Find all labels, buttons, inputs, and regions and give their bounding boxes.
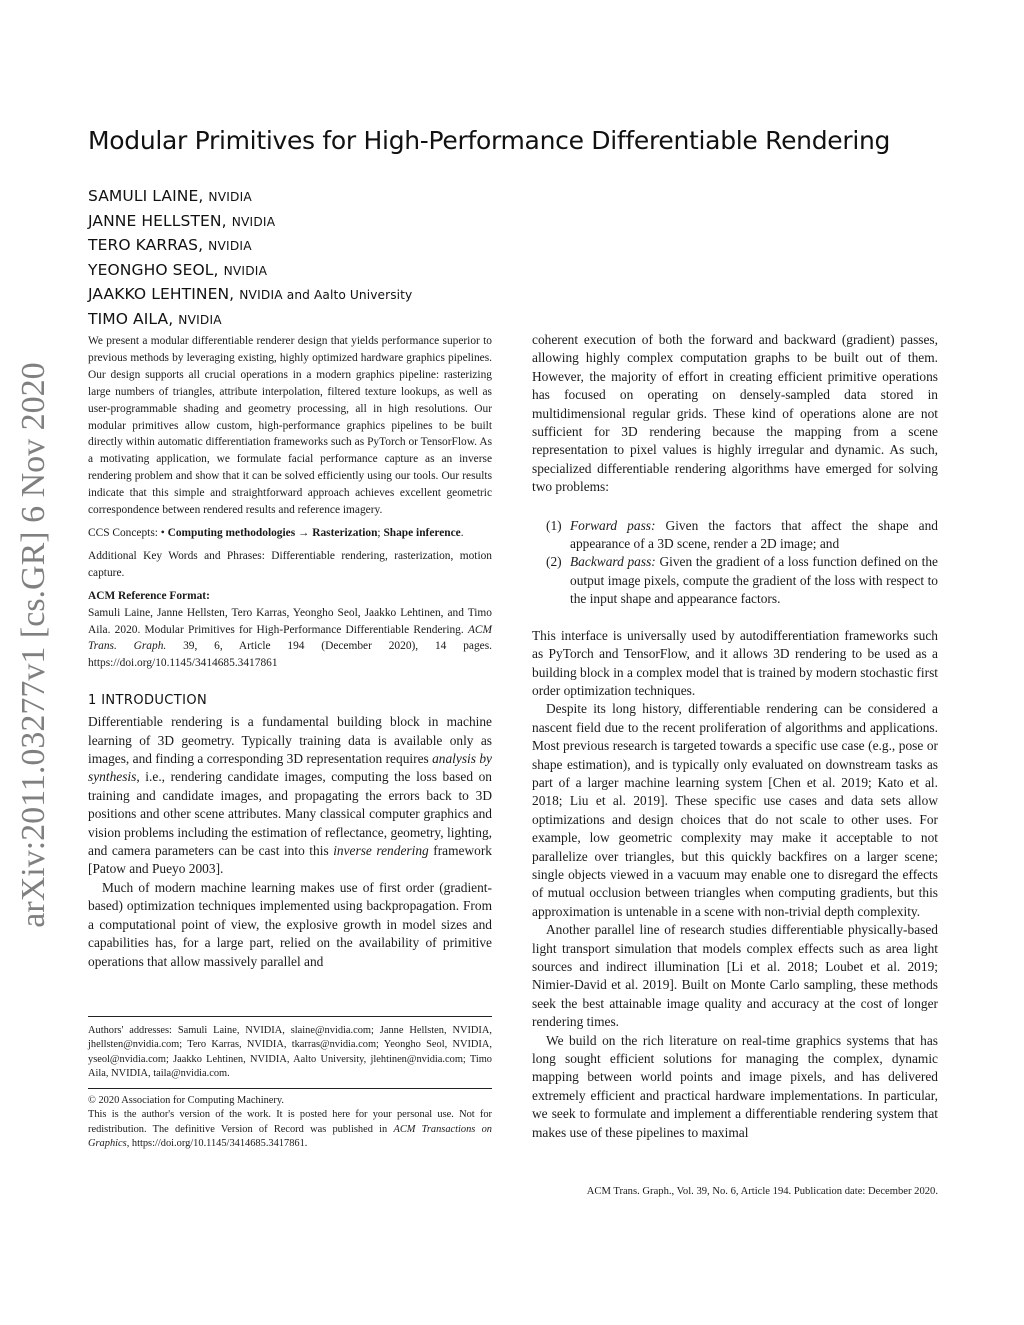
intro-text: framework [Patow and Pueyo 2003]. [88,843,492,877]
arxiv-identifier: arXiv:2011.03277v1 [cs.GR] 6 Nov 2020 [15,362,52,928]
version-text: , https://doi.org/10.1145/3414685.3417861. [126,1138,308,1150]
author-affiliation: NVIDIA [223,263,268,278]
author-entry [88,308,508,333]
page-footer: ACM Trans. Graph., Vol. 39, No. 6, Article 194. Publication date: December 2020. [586,1186,938,1197]
ccs-concept: Computing methodologies [167,526,296,539]
footnote-copyright-block [88,1094,492,1152]
author-name: JAAKKO LEHTINEN, [88,285,235,304]
list-number: (2) [546,554,562,570]
ccs-label: CCS Concepts: • [88,526,168,539]
author-entry [88,234,508,259]
author-name: YEONGHO SEOL, [88,260,219,279]
author-affiliation: NVIDIA [208,190,252,204]
ccs-concept: Shape inference [383,526,461,539]
abstract: We present a modular differentiable renderer design that yields performance superior to previous methods by leveraging existing, highly optimized hardware graphics pipelines. Our design supports all crucial operations in a modern graphics pipeline: rasterizing large numbers of triangles, attribute interpolation, filtered texture lookups, as well as user-programmable shading and geometry processing, all in high resolutions. Our modular primitives allow custom, high-performance graphics pipelines to be built directly within automatic differentiation frameworks such as PyTorch or TensorFlow. As a motivating application, we formulate facial performance capture as an inverse rendering problem and show that it can be solved efficiently using our tools. Our results indicate that this simple and straightforward approach achieves excellent geometric correspondence between rendered results and reference imagery. [88,335,492,517]
list-item [532,517,938,554]
list-item [532,553,938,608]
author-affiliation: NVIDIA [231,214,276,229]
intro-paragraph [88,713,492,879]
footnote-rule [88,1088,492,1089]
version-journal: ACM Transactions on Graphics [88,1123,492,1150]
author-name: TERO KARRAS, [88,236,204,255]
author-name: SAMULI LAINE, [88,187,204,205]
version-notice [88,1108,492,1151]
author-extra-affiliation: and Aalto University [282,288,413,303]
acm-reference-text: 39, 6, Article 194 (December 2020), 14 pages. https://doi.org/10.1145/3414685.3417861 [88,640,492,670]
ccs-end: . [460,526,464,539]
list-label: Forward pass: [570,517,656,533]
body-paragraph: We build on the rich literature on real-time graphics systems that has long sought efficient solutions for managing the complex, dynamic mapping between world points and image pixels, and has delivered extremely efficient and practical hardware implementations. In particular, we seek to formulate and implement a differentiable rendering system that makes use of these pipelines to maximal [532,1032,938,1140]
intro-text: , i.e., rendering candidate images, computing the loss based on training and candidate images, and propagating the errors back to 3D positions and other scene attributes. Many classical computer graphics and vision problems including the estimation of reflectance, geometry, lighting, and camera parameters can be cast into this [88,769,492,859]
ccs-concept: Rasterization [312,526,378,539]
acm-reference-text: Samuli Laine, Janne Hellsten, Tero Karras, Yeongho Seol, Jaakko Lehtinen, and Timo Aila. 2020. Modular Primitives for High-Performance Differentiable Rendering. [88,606,492,636]
intro-emphasis: analysis by synthesis [88,751,492,785]
ccs-arrow: → [295,526,313,539]
body-paragraph: Despite its long history, differentiable rendering can be considered a nascent field due to the recent proliferation of algorithms and applications. Most previous research is targeted towards a specific use case (e.g., pose or shape estimation), and is typically only evaluated on downstream tasks as part of a larger machine learning system [Chen et al. 2019; Kato et al. 2018; Liu et al. 2019]. These specific use cases and data sets allow optimizations and design choices that do not scale to other uses. For example, low geometric complexity may make it acceptable to not parallelize over triangles, but this quickly backfires on a larger scene; single objects viewed in a vacuum may enable one to disregard the effects of mutual occlusion between triangles when computing gradients, but this approximation is untenable in a scene with non-trivial depth complexity. [532,701,938,919]
footnote-addresses: Authors' addresses: Samuli Laine, NVIDIA, slaine@nvidia.com; Janne Hellsten, NVIDIA, jhellsten@nvidia.com; Tero Karras, NVIDIA, tkarras@nvidia.com; Yeongho Seol, NVIDIA, yseol@nvidia.com; Jaakko Lehtinen, NVIDIA, Aalto University, jlehtinen@nvidia.com; Timo Aila, NVIDIA, taila@nvidia.com. [88,1025,492,1080]
body-paragraph: This interface is universally used by autodifferentiation frameworks such as PyTorch and TensorFlow, and it allows 3D rendering to be used as a building block in a complex model that is trained by modern stochastic first order optimization techniques. [532,627,938,698]
ccs-concepts [88,525,492,542]
acm-reference-journal: ACM Trans. Graph. [88,623,492,653]
author-entry [88,185,508,210]
paper-title: Modular Primitives for High-Performance Differentiable Rendering [88,126,891,155]
body-paragraph: coherent execution of both the forward and backward (gradient) passes, allowing highly complex computation graphs to be built out of them. However, the majority of effort in creating efficient primitive operations has focused on operating on densely-sampled data stored in multidimensional regular grids. These kind of operations alone are not sufficient for 3D rendering because the mapping from a scene representation to pixel values is highly irregular and dynamic. As such, specialized differentiable rendering algorithms have emerged for solving two problems: [532,332,938,495]
author-entry [88,259,508,284]
author-name: JANNE HELLSTEN, [88,211,227,230]
intro-emphasis: inverse rendering [333,843,429,859]
left-column [88,333,492,971]
footnote-rule [88,1016,492,1017]
author-entry [88,283,508,308]
ccs-separator: ; [377,526,384,539]
list-text: Given the factors that affect the shape and appearance of a 3D scene, render a 2D image; and [570,517,938,552]
footnote-addresses-block [88,1024,492,1082]
author-list [88,185,508,333]
section-heading-introduction: 1 INTRODUCTION [88,693,208,709]
intro-paragraph: Much of modern machine learning makes use of first order (gradient-based) optimization techniques implemented using backpropagation. From a computational point of view, the explosive growth in model sizes and capabilities has, for a large part, relied on the availability of primitive operations that allow massively parallel and [88,879,492,969]
author-affiliation: NVIDIA [208,239,252,254]
numbered-list [532,517,938,609]
keywords: Additional Key Words and Phrases: Differentiable rendering, rasterization, motion capture. [88,549,492,579]
author-affiliation: NVIDIA [178,312,222,327]
author-entry [88,210,508,235]
acm-reference [88,605,492,673]
list-label: Backward pass: [570,554,656,570]
acm-reference-heading: ACM Reference Format: [88,589,210,602]
author-affiliation: NVIDIA [239,288,283,303]
list-number: (1) [546,517,562,533]
right-column [532,331,938,1142]
list-text: Given the gradient of a loss function defined on the output image pixels, compute the gradient of the loss with respect to the input shape and appearance factors. [570,554,938,607]
copyright-notice: © 2020 Association for Computing Machinery. [88,1095,284,1106]
version-text: This is the author's version of the work. It is posted here for your personal use. Not for redistribution. The definitive Version of Record was published in [88,1109,492,1135]
intro-text: Differentiable rendering is a fundamental building block in machine learning of 3D geometry. Typically training data is available only as images, and finding a corresponding 3D representation requires [88,714,492,767]
author-name: TIMO AILA, [88,309,174,328]
body-paragraph: Another parallel line of research studies differentiable physically-based light transport simulation that models complex effects such as area light sources and indirect illumination [Li et al. 2018; Loubet et al. 2019; Nimier-David et al. 2019]. Built on Monte Carlo sampling, these methods seek the best attainable image quality and accuracy at the cost of longer rendering times. [532,922,938,1030]
